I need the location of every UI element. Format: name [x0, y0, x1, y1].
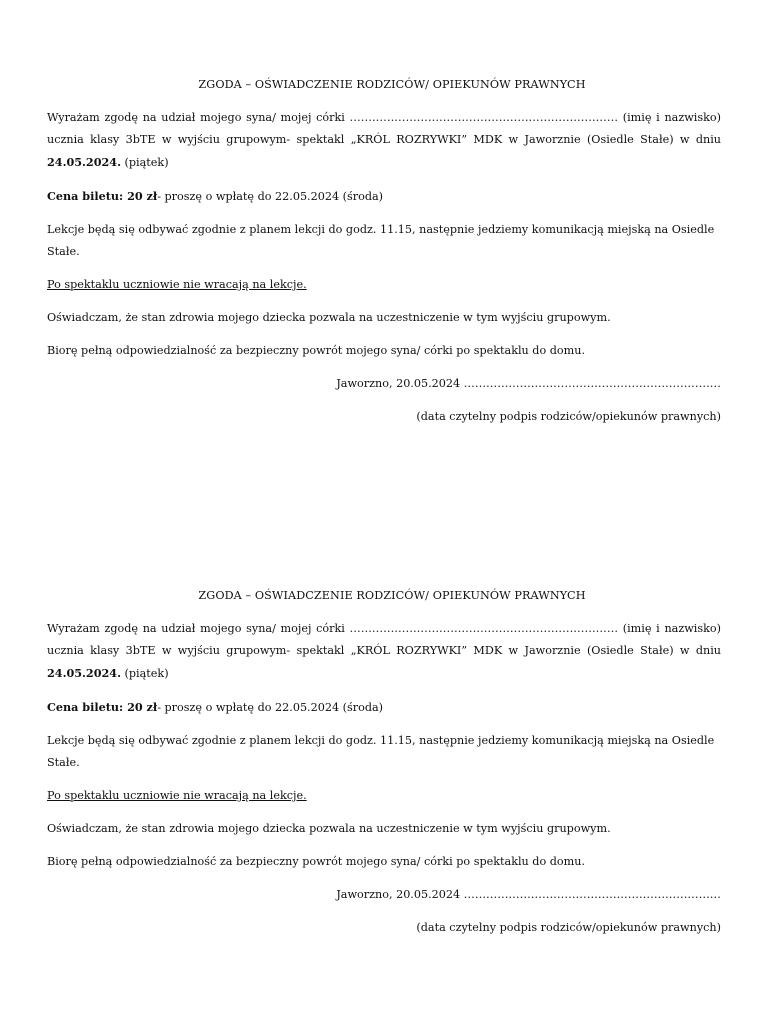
health-statement: Oświadczam, że stan zdrowia mojego dziecka pozwala na uczestniczenie w tym wyjściu grupowym.	[47, 822, 611, 835]
consent-intro-text: Wyrażam zgodę na udział mojego syna/ mojej córki ……………………………………………………………… (imię i nazwisko) ucznia klasy 3bTE w wyjściu grupowym- spektakl „KRÓL ROZRYWKI” MDK w Jaworznie (Osiedle Stałe) w dniu	[47, 111, 721, 146]
signature-caption: (data czytelny podpis rodziców/opiekunów prawnych)	[416, 921, 721, 934]
no-return-notice: Po spektaklu uczniowie nie wracają na lekcje.	[47, 278, 307, 291]
health-statement: Oświadczam, że stan zdrowia mojego dziecka pozwala na uczestniczenie w tym wyjściu grupowym.	[47, 311, 611, 324]
ticket-price	[47, 185, 721, 208]
consent-intro	[47, 107, 721, 174]
event-date: 24.05.2024.	[47, 155, 121, 169]
form-title: ZGODA – OŚWIADCZENIE RODZICÓW/ OPIEKUNÓW PRAWNYCH	[198, 589, 586, 602]
place-date-signature-line: Jaworzno, 20.05.2024 ……………………………………………………………	[336, 888, 721, 901]
payment-deadline: - proszę o wpłatę do 22.05.2024 (środa)	[157, 190, 384, 203]
responsibility-statement: Biorę pełną odpowiedzialność za bezpieczny powrót mojego syna/ córki po spektaklu do domu.	[47, 344, 586, 357]
consent-form-bottom	[47, 585, 721, 939]
event-date: 24.05.2024.	[47, 666, 121, 680]
responsibility-statement: Biorę pełną odpowiedzialność za bezpieczny powrót mojego syna/ córki po spektaklu do domu.	[47, 855, 586, 868]
event-weekday: (piątek)	[120, 667, 169, 680]
place-date-signature-line: Jaworzno, 20.05.2024 ……………………………………………………………	[336, 377, 721, 390]
consent-intro	[47, 618, 721, 685]
ticket-price-label: Cena biletu: 20 zł	[47, 700, 158, 714]
no-return-notice: Po spektaklu uczniowie nie wracają na lekcje.	[47, 789, 307, 802]
lessons-info: Lekcje będą się odbywać zgodnie z planem lekcji do godz. 11.15, następnie jedziemy komunikacją miejską na Osiedle Stałe.	[47, 223, 715, 258]
consent-form-top	[47, 74, 721, 428]
form-title: ZGODA – OŚWIADCZENIE RODZICÓW/ OPIEKUNÓW PRAWNYCH	[198, 78, 586, 91]
event-weekday: (piątek)	[120, 156, 169, 169]
payment-deadline: - proszę o wpłatę do 22.05.2024 (środa)	[157, 701, 384, 714]
ticket-price	[47, 696, 721, 719]
consent-intro-text: Wyrażam zgodę na udział mojego syna/ mojej córki ……………………………………………………………… (imię i nazwisko) ucznia klasy 3bTE w wyjściu grupowym- spektakl „KRÓL ROZRYWKI” MDK w Jaworznie (Osiedle Stałe) w dniu	[47, 622, 721, 657]
lessons-info: Lekcje będą się odbywać zgodnie z planem lekcji do godz. 11.15, następnie jedziemy komunikacją miejską na Osiedle Stałe.	[47, 734, 715, 769]
ticket-price-label: Cena biletu: 20 zł	[47, 189, 158, 203]
signature-caption: (data czytelny podpis rodziców/opiekunów prawnych)	[416, 410, 721, 423]
